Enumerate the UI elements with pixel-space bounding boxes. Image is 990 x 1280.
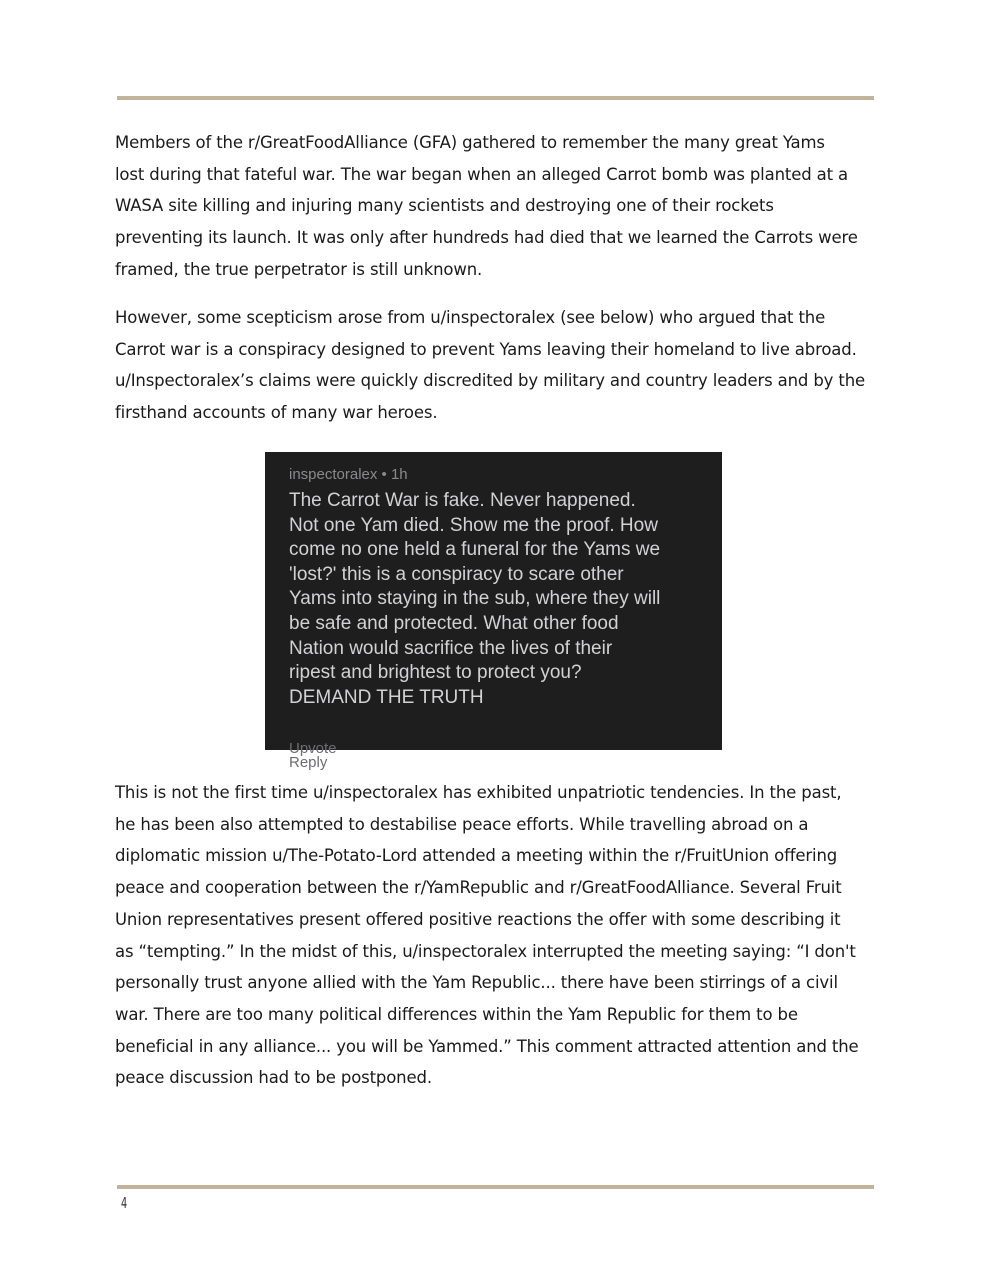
text-line: preventing its launch. It was only after hundreds had died that we learned the Carrots were [115, 228, 858, 248]
text-line: framed, the true perpetrator is still unknown. [115, 259, 483, 279]
text-line: peace discussion had to be postponed. [115, 1068, 432, 1088]
text-line: Carrot war is a conspiracy designed to prevent Yams leaving their homeland to live abroad. [115, 339, 857, 359]
text-line: Members of the r/GreatFoodAlliance (GFA) gathered to remember the many great Yams [115, 133, 825, 152]
text-line: u/Inspectoralex’s claims were quickly discredited by military and country leaders and by the [115, 371, 866, 391]
comment-line: Not one Yam died. Show me the proof. How [289, 514, 658, 536]
text-line: However, some scepticism arose from u/inspectoralex (see below) who argued that the [115, 308, 826, 327]
comment-screenshot [265, 452, 722, 771]
paragraph-gfa-remembrance [115, 127, 880, 286]
text-line: diplomatic mission u/The-Potato-Lord attended a meeting within the r/FruitUnion offering [115, 846, 838, 866]
comment-line: The Carrot War is fake. Never happened. [289, 490, 636, 511]
comment-actions-cropped: Upvote Reply [289, 740, 337, 771]
text-line: firsthand accounts of many war heroes. [115, 403, 438, 423]
paragraph-scepticism [115, 302, 880, 429]
text-line: as “tempting.” In the midst of this, u/inspectoralex interrupted the meeting saying: “I don't [115, 941, 856, 961]
comment-line: DEMAND THE TRUTH [289, 686, 484, 708]
text-line: This is not the first time u/inspectoralex has exhibited unpatriotic tendencies. In the past, [115, 783, 842, 802]
comment-author-meta: inspectoralex • 1h [289, 466, 408, 483]
text-line: he has been also attempted to destabilise peace efforts. While travelling abroad on a [115, 814, 809, 834]
text-line: beneficial in any alliance... you will be Yammed.” This comment attracted attention and the [115, 1036, 859, 1056]
comment-line: Nation would sacrifice the lives of their [289, 637, 613, 659]
comment-line: Yams into staying in the sub, where they will [289, 588, 661, 610]
text-line: WASA site killing and injuring many scientists and destroying one of their rockets [115, 196, 774, 216]
text-line: personally trust anyone allied with the Yam Republic... there have been stirrings of a civil [115, 973, 838, 993]
header-rule [117, 96, 874, 100]
comment-line: come no one held a funeral for the Yams we [289, 539, 661, 561]
comment-line: ripest and brightest to protect you? [289, 662, 582, 684]
text-line: war. There are too many political differences within the Yam Republic for them to be [115, 1004, 798, 1024]
paragraph-unpatriotic [115, 777, 880, 1094]
text-line: lost during that fateful war. The war began when an alleged Carrot bomb was planted at a [115, 164, 848, 184]
comment-line: 'lost?' this is a conspiracy to scare other [289, 563, 624, 585]
footer-rule [117, 1185, 874, 1189]
text-line: peace and cooperation between the r/YamRepublic and r/GreatFoodAlliance. Several Fruit [115, 878, 842, 898]
text-line: Union representatives present offered positive reactions the offer with some describing it [115, 909, 841, 929]
page-number: 4 [121, 1194, 128, 1212]
comment-line: be safe and protected. What other food [289, 612, 619, 634]
comment-body [289, 489, 719, 710]
